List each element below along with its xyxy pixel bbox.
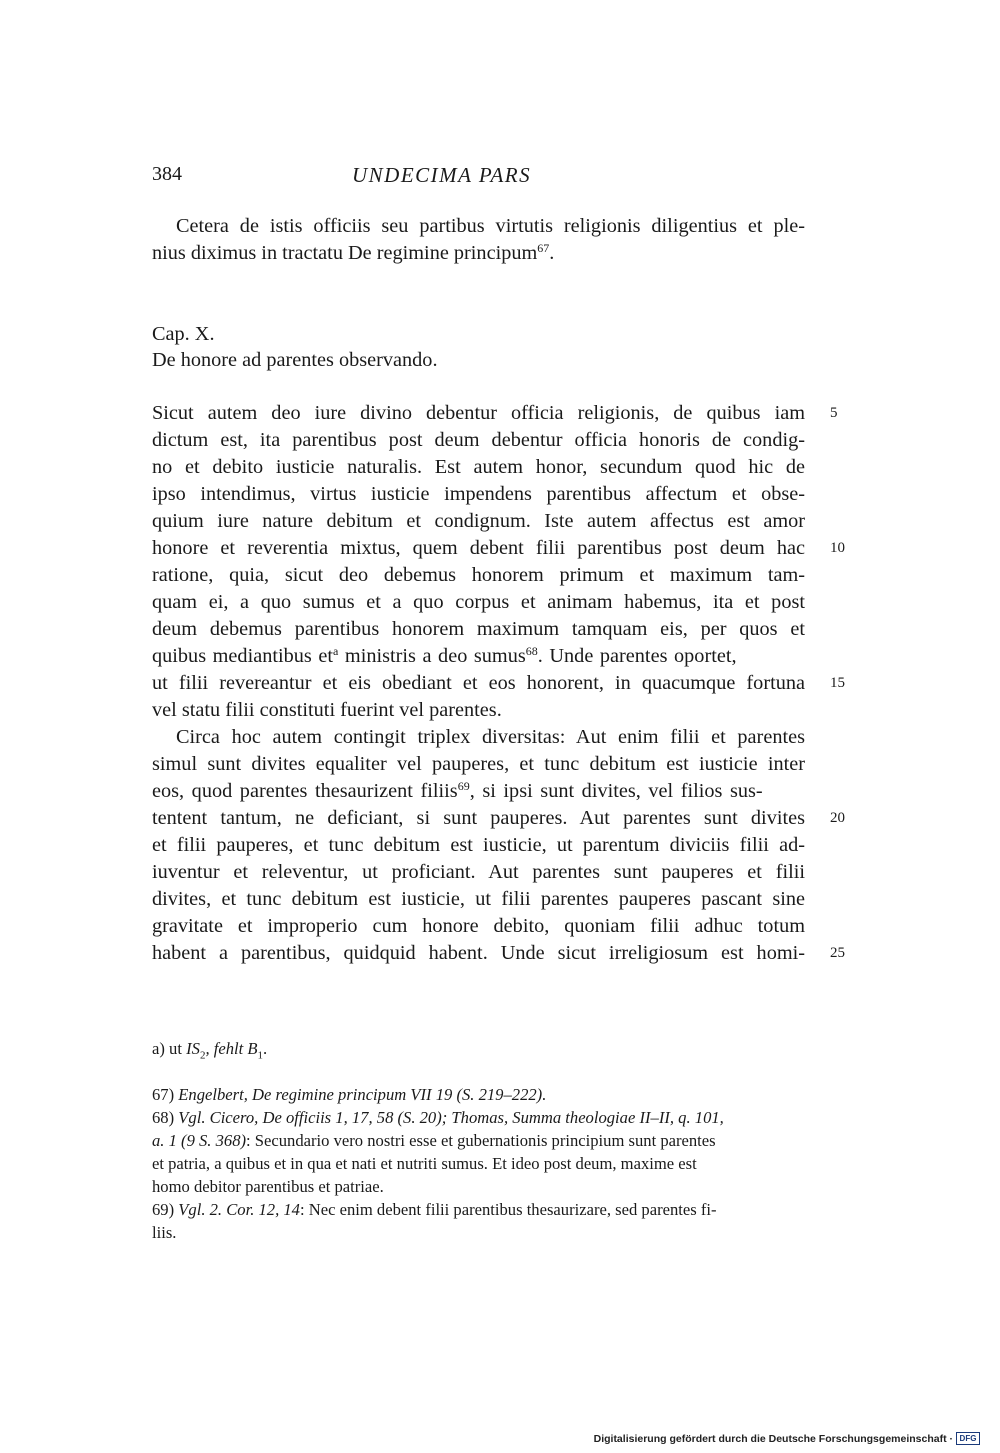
digitization-credit: [594, 1432, 980, 1445]
footnote-69-line: liis.: [152, 1223, 177, 1242]
body-line: [152, 778, 805, 805]
body-text-segment: ministris a deo sumus: [338, 645, 526, 667]
intro-line-1: Cetera de istis officiis seu partibus virtutis religionis diligentius et ple-: [176, 215, 805, 237]
footnote-68-line: homo debitor parentibus et patriae.: [152, 1177, 384, 1196]
page-number: 384: [152, 163, 182, 185]
apparatus-subscript: 1: [257, 1049, 264, 1062]
chapter-title: De honore ad parentes observando.: [152, 349, 438, 371]
footnote-citation: a. 1 (9 S. 368): [152, 1131, 247, 1150]
body-line: habent a parentibus, quidquid habent. Unde sicut irreligiosum est homi-: [152, 942, 805, 964]
footnote-68-line: [152, 1129, 805, 1152]
body-line: [152, 643, 805, 670]
body-line: divites, et tunc debitum est iusticie, ut filii parentes pauperes pascant sine: [152, 888, 805, 910]
dfg-logo-icon: DFG: [956, 1432, 980, 1445]
body-line: simul sunt divites equaliter vel pauperes, et tunc debitum est iusticie inter: [152, 753, 805, 775]
apparatus-siglum: IS: [186, 1039, 200, 1058]
body-line: iuventur et releventur, ut proficiant. Aut parentes sunt pauperes et filii: [152, 861, 805, 883]
footnote-67: [152, 1083, 805, 1106]
body-line: quam ei, a quo sumus et a quo corpus et animam habemus, ita et post: [152, 591, 805, 613]
footnote-citation: Engelbert, De regimine principum VII 19 (S. 219–222).: [178, 1085, 547, 1104]
chapter-number: Cap. X.: [152, 323, 215, 345]
line-number: 15: [830, 675, 845, 691]
body-line: tentent tantum, ne deficiant, si sunt pauperes. Aut parentes sunt divites: [152, 807, 805, 829]
footnote-label: 69): [152, 1200, 179, 1219]
apparatus-siglum: , fehlt B: [205, 1039, 258, 1058]
body-text-segment: . Unde parentes oportet,: [537, 645, 737, 667]
body-line: Circa hoc autem contingit triplex diversitas: Aut enim filii et parentes: [176, 726, 805, 748]
body-text-segment: quibus mediantibus et: [152, 645, 334, 667]
apparatus-ref-a: a: [333, 644, 339, 658]
footnote-68: [152, 1106, 805, 1129]
intro-line-2: [152, 240, 805, 267]
footnote-text: : Nec enim debent filii parentibus thesaurizare, sed parentes fi-: [299, 1200, 717, 1219]
body-line: dictum est, ita parentibus post deum debentur officia honoris de condig-: [152, 429, 805, 451]
body-text-segment: , si ipsi sunt divites, vel filios sus-: [469, 780, 763, 802]
footnote-label: 68): [152, 1108, 179, 1127]
line-number: 25: [830, 945, 845, 961]
body-line: ut filii revereantur et eis obediant et eos honorent, in quacumque fortuna: [152, 672, 805, 694]
body-line: Sicut autem deo iure divino debentur officia religionis, de quibus iam: [152, 402, 805, 424]
footnote-label: 67): [152, 1085, 179, 1104]
footnote-text: : Secundario vero nostri esse et gubernationis principium sunt parentes: [246, 1131, 716, 1150]
line-number: 20: [830, 810, 845, 826]
apparatus-text: a) ut: [152, 1039, 187, 1058]
footnote-ref-68: 68: [525, 644, 538, 658]
body-line: gravitate et improperio cum honore debito, quoniam filii adhuc totum: [152, 915, 805, 937]
footnote-69: [152, 1198, 805, 1221]
intro-period: .: [549, 242, 555, 264]
body-line: deum debemus parentibus honorem maximum tamquam eis, per quos et: [152, 618, 805, 640]
body-line: vel statu filii constituti fuerint vel parentes.: [152, 699, 502, 721]
intro-text: nius diximus in tractatu De regimine principum: [152, 242, 538, 264]
footnote-68-line: et patria, a quibus et in qua et nati et nutriti sumus. Et ideo post deum, maxime est: [152, 1154, 697, 1173]
apparatus-text: .: [263, 1039, 268, 1058]
body-text-segment: eos, quod parentes thesaurizent filiis: [152, 780, 458, 802]
body-line: no et debito iusticie naturalis. Est autem honor, secundum quod hic de: [152, 456, 805, 478]
apparatus-subscript: 2: [199, 1049, 206, 1062]
body-line: honore et reverentia mixtus, quem debent filii parentibus post deum hac: [152, 537, 805, 559]
body-line: et filii pauperes, et tunc debitum est iusticie, ut parentum diviciis filii ad-: [152, 834, 805, 856]
line-number: 5: [830, 405, 838, 421]
footnote-citation: Vgl. 2. Cor. 12, 14: [178, 1200, 300, 1219]
footnote-ref-69: 69: [457, 779, 470, 793]
footnote-ref-67: 67: [537, 241, 550, 255]
running-title: UNDECIMA PARS: [352, 163, 532, 187]
body-line: ipso intendimus, virtus iusticie impendens parentibus affectum et obse-: [152, 483, 805, 505]
line-number: 10: [830, 540, 845, 556]
apparatus-note: [152, 1039, 267, 1061]
body-line: ratione, quia, sicut deo debemus honorem primum et maximum tam-: [152, 564, 805, 586]
credit-text: Digitalisierung gefördert durch die Deutsche Forschungsgemeinschaft ·: [593, 1432, 953, 1445]
body-line: quium iure nature debitum et condignum. Iste autem affectus est amor: [152, 510, 805, 532]
footnote-citation: Vgl. Cicero, De officiis 1, 17, 58 (S. 20); Thomas, Summa theologiae II–II, q. 101,: [178, 1108, 724, 1127]
